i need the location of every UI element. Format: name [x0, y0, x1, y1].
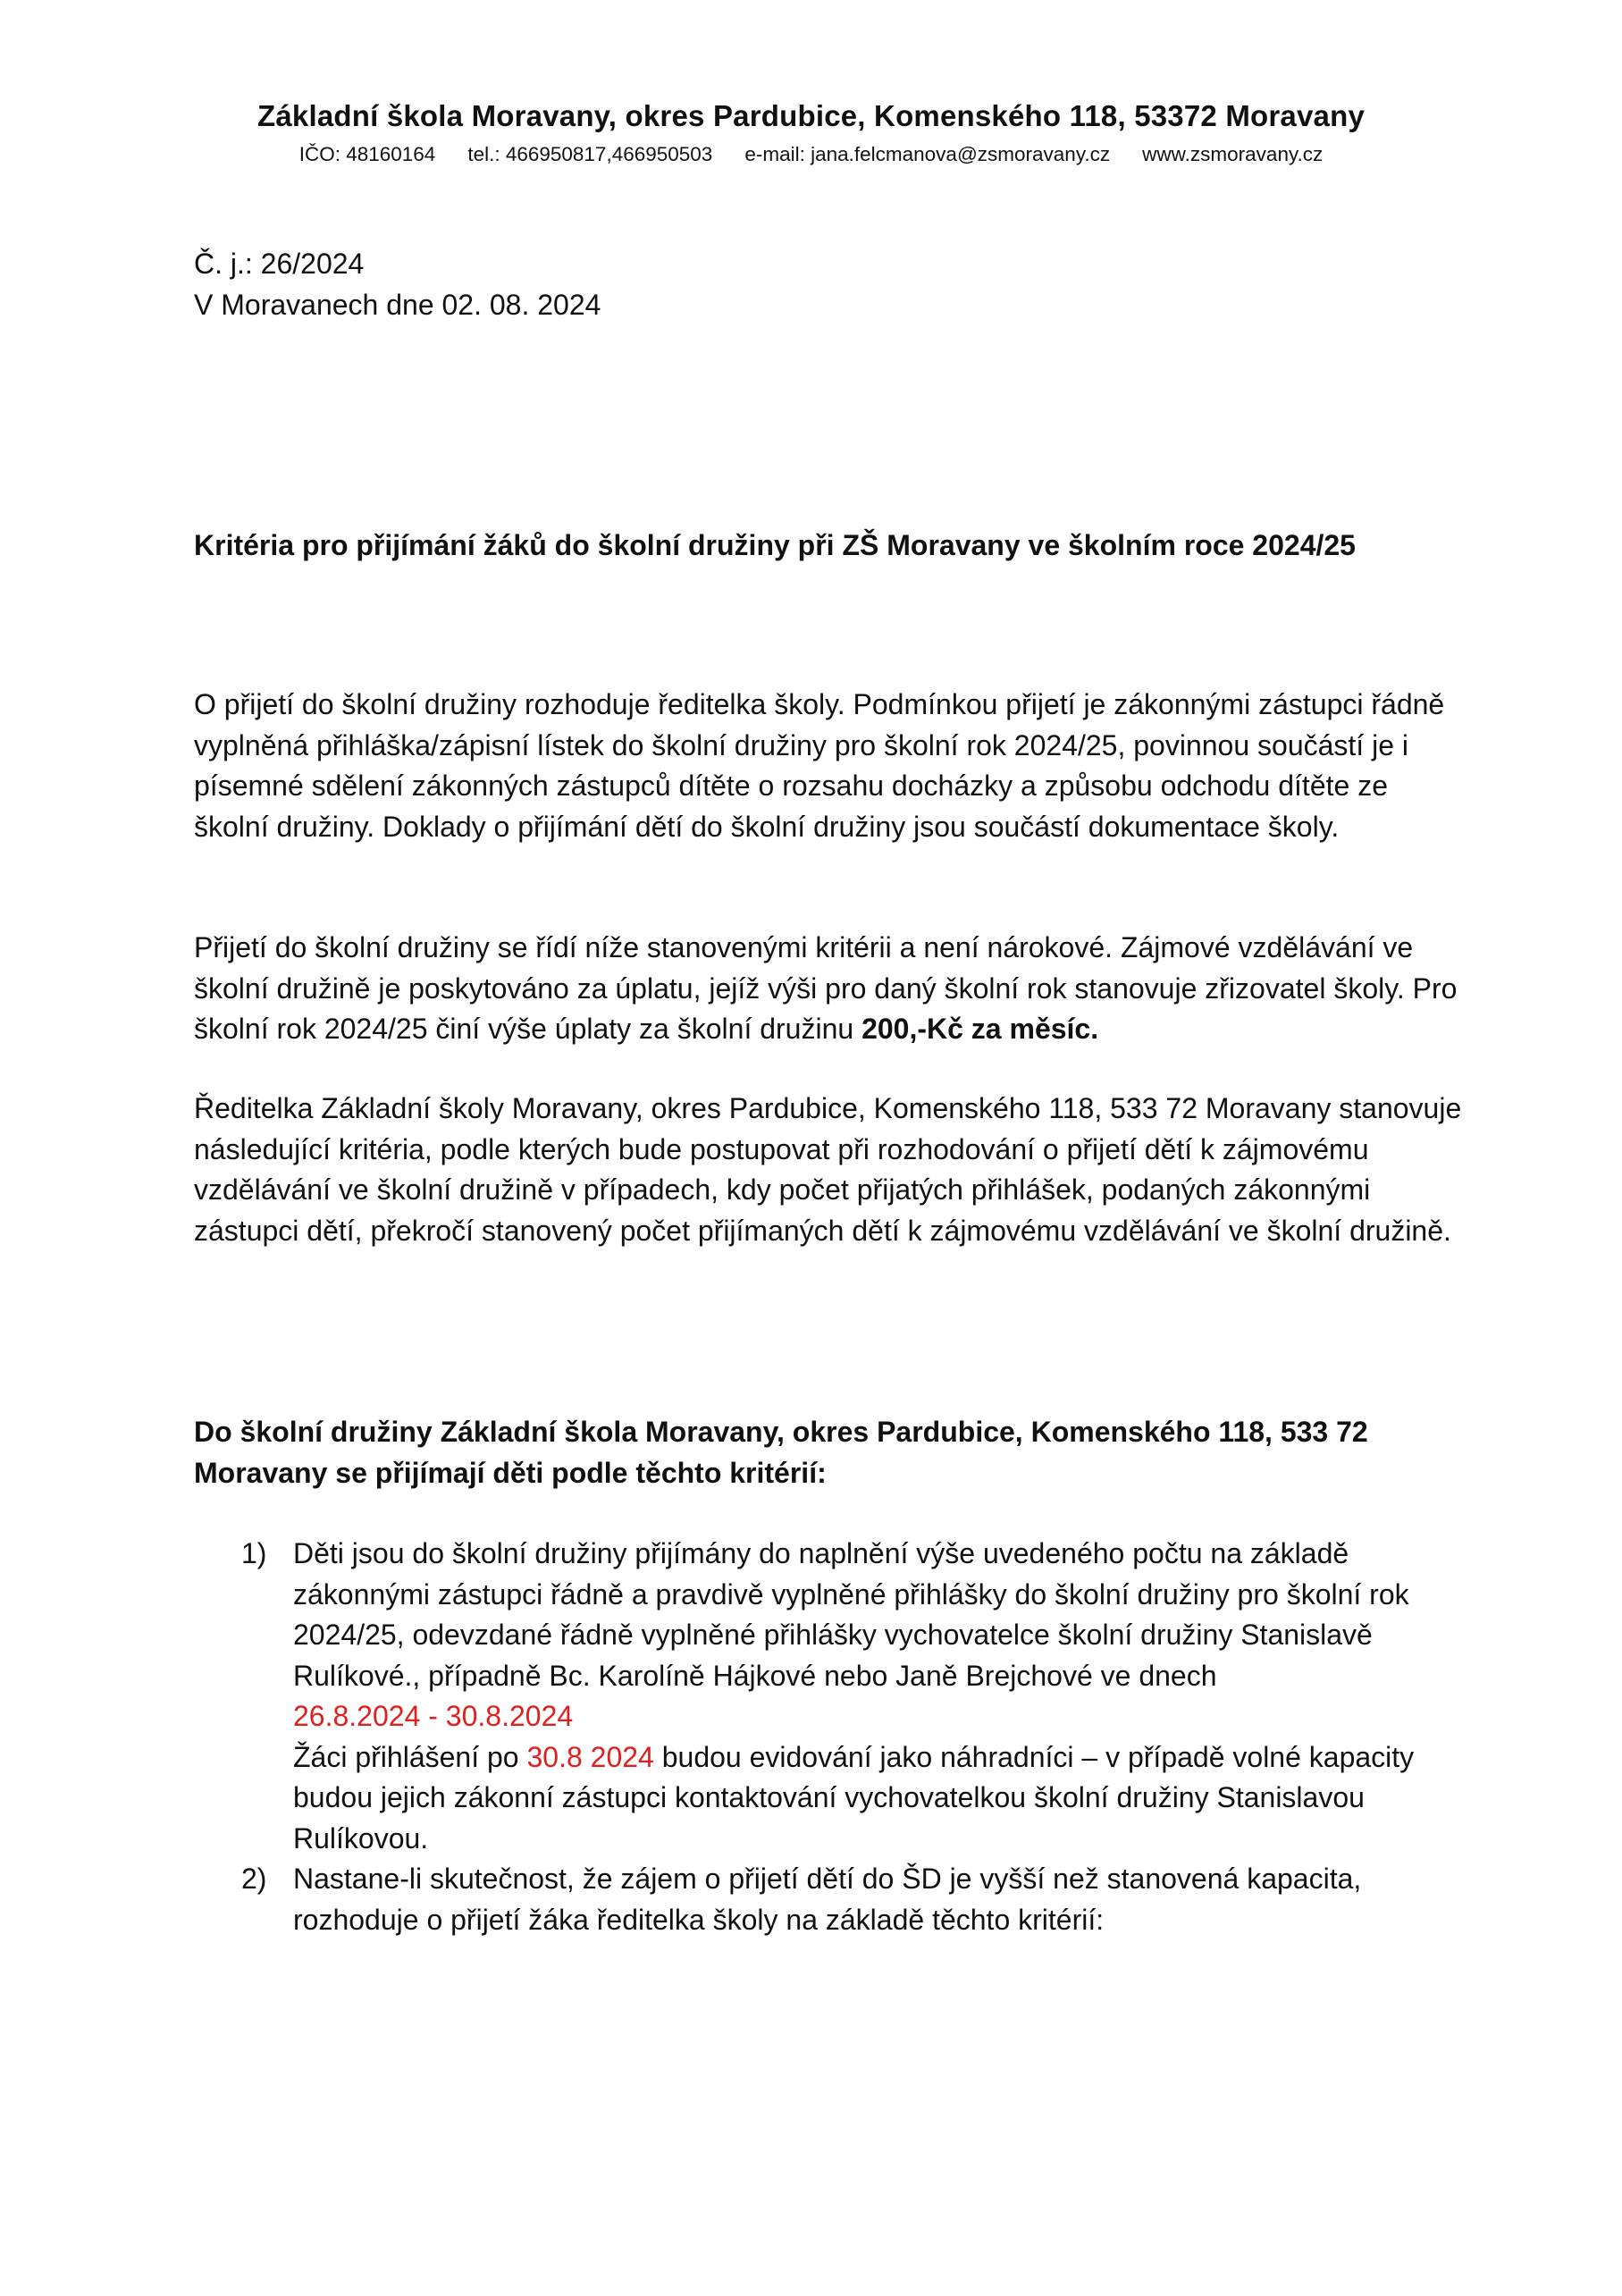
criteria-heading: Do školní družiny Základní škola Moravany, okres Pardubice, Komenského 118, 533 72 Moravany se přijímají děti podle těchto kritérií:	[194, 1416, 1368, 1489]
contact-line	[0, 141, 1622, 168]
criteria-item-text	[293, 1534, 1475, 1859]
criteria-item-1-text-b: Žáci přihlášení po	[293, 1740, 527, 1773]
paragraph-fee	[194, 928, 1463, 1050]
criteria-item-number: 1)	[241, 1537, 267, 1569]
criteria-item-2	[241, 1859, 1475, 1940]
criteria-item-1	[241, 1534, 1475, 1859]
ico: IČO: 48160164	[298, 143, 436, 165]
paragraph-fee-text: Přijetí do školní družiny se řídí níže stanovenými kritérii a není nárokové. Zájmové vzdělávání ve školní družině je poskytováno za úplatu, jejíž výši pro daný školní rok stanovuje zřizovatel školy. Pro školní rok 2024/25 činí výše úplaty za školní družinu	[194, 931, 1458, 1045]
website: www.zsmoravany.cz	[1142, 143, 1324, 165]
reference-block	[194, 243, 601, 325]
paragraph-criteria-intro: Ředitelka Základní školy Moravany, okres Pardubice, Komenského 118, 533 72 Moravany stanovuje následující kritéria, podle kterých bude postupovat při rozhodování o přijetí dětí k zájmovému vzdělávání ve školní družině v případech, kdy počet přijatých přihlášek, podaných zákonnými zástupci dětí, překročí stanovený počet přijímaných dětí k zájmovému vzdělávání ve školní družině.	[194, 1092, 1462, 1247]
place-date: V Moravanech dne 02. 08. 2024	[194, 289, 601, 321]
email: e-mail: jana.felcmanova@zsmoravany.cz	[744, 143, 1111, 165]
paragraph-admission: O přijetí do školní družiny rozhoduje ředitelka školy. Podmínkou přijetí je zákonnými zástupci řádně vyplněná přihláška/zápisní lístek do školní družiny pro školní rok 2024/25, povinnou součástí je i písemné sdělení zákonných zástupců dítěte o rozsahu docházky a způsobu odchodu dítěte ze školní družiny. Doklady o přijímání dětí do školní družiny jsou součástí dokumentace školy.	[194, 688, 1445, 843]
criteria-list	[241, 1534, 1475, 1940]
school-name: Základní škola Moravany, okres Pardubice, Komenského 118, 53372 Moravany	[256, 99, 1365, 132]
application-deadline: 30.8 2024	[526, 1740, 654, 1773]
letterhead	[0, 97, 1622, 168]
criteria-item-1-text-a: Děti jsou do školní družiny přijímány do naplnění výše uvedeného počtu na základě zákonnými zástupci řádně a pravdivě vyplněné přihlášky do školní družiny pro školní rok 2024/25, odevzdané řádně vyplněné přihlášky vychovatelce školní družiny Stanislavě Rulíkové., případně Bc. Karolíně Hájkové nebo Janě Brejchové ve dnech	[293, 1537, 1409, 1692]
document-title: Kritéria pro přijímání žáků do školní družiny při ZŠ Moravany ve školním roce 2024/25	[194, 529, 1356, 561]
criteria-item-1-text-c: budou evidování jako náhradníci – v případě volné kapacity budou jejich zákonní zástupci kontaktování vychovatelkou školní družiny Stanislavou Rulíkovou.	[293, 1740, 1415, 1854]
criteria-item-number: 2)	[241, 1863, 267, 1895]
application-date-range: 26.8.2024 - 30.8.2024	[293, 1700, 574, 1732]
reference-number: Č. j.: 26/2024	[194, 248, 365, 280]
criteria-item-2-text: Nastane-li skutečnost, že zájem o přijetí dětí do ŠD je vyšší než stanovená kapacita, rozhoduje o přijetí žáka ředitelka školy na základě těchto kritérií:	[293, 1863, 1362, 1936]
fee-amount: 200,-Kč za měsíc.	[861, 1013, 1099, 1045]
phone: tel.: 466950817,466950503	[467, 143, 713, 165]
